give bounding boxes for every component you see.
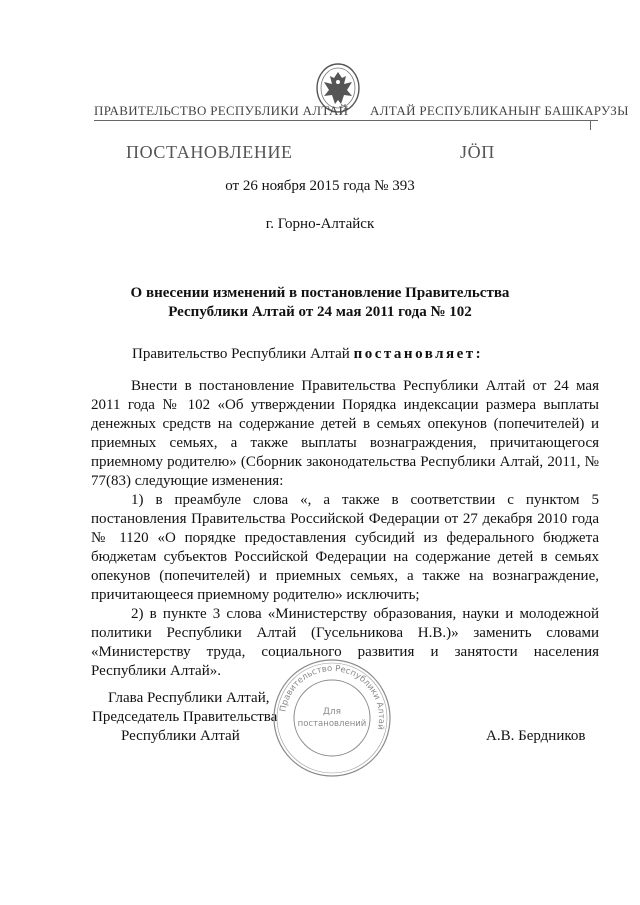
- signatory-title-line-1: Глава Республики Алтай,: [108, 690, 270, 706]
- document-type-russian: ПОСТАНОВЛЕНИЕ: [126, 142, 293, 162]
- body-paragraph-1: Внести в постановление Правительства Республики Алтай от 24 мая 2011 года № 102 «Об утверждении Порядка индексации размера выплаты денежных средств на содержание детей в семьях опекунов (попечителей) и приемных семьях, а также выплаты вознаграждения, причитающегося приемному родителю» (Сборник законодательства Республики Алтай, 2011, № 77(83) следующие изменения:: [91, 378, 599, 489]
- stamp-center-line-1: Для: [322, 707, 342, 717]
- header-divider: [94, 120, 598, 121]
- org-name-russian: ПРАВИТЕЛЬСТВО РЕСПУБЛИКИ АЛТАЙ: [94, 103, 349, 118]
- signatory-title-line-3: Республики Алтай: [121, 728, 240, 744]
- title-line-1: О внесении изменений в постановление Правительства: [130, 285, 510, 301]
- document-date: от 26 ноября 2015 года № 393: [225, 178, 415, 194]
- header-divider-tick: [590, 120, 591, 130]
- official-stamp: [270, 656, 394, 780]
- document-type-altai: JÖП: [460, 142, 495, 162]
- document-city: г. Горно-Алтайск: [265, 216, 375, 232]
- preamble-verb: постановляет:: [353, 346, 484, 362]
- title-line-2: Республики Алтай от 24 мая 2011 года № 102: [168, 304, 472, 320]
- preamble: [132, 346, 483, 363]
- document-body: [91, 377, 599, 681]
- document-title: [90, 284, 550, 322]
- signatory-title-line-2: Председатель Правительства: [92, 709, 278, 725]
- body-paragraph-3: 2) в пункте 3 слова «Министерству образования, науки и молодежной политики Республики Алтай (Гусельникова Н.В.)» заменить словами «Министерству труда, социального развития и занятости населения Республики Алтай».: [91, 606, 599, 679]
- org-name-altai: АЛТАЙ РЕСПУБЛИКАНЫҤ БАШКАРУЗЫ: [370, 103, 629, 118]
- signatory-name: А.В. Бердников: [486, 728, 586, 744]
- preamble-subject: Правительство Республики Алтай: [132, 346, 350, 362]
- body-paragraph-2: 1) в преамбуле слова «, а также в соответствии с пунктом 5 постановления Правительства Российской Федерации от 27 декабря 2010 года № 1120 «О порядке предоставления субсидий из федерального бюджета бюджетам субъектов Российской Федерации на содержание детей в семьях опекунов (попечителей) и приемных семьях, а также на вознаграждение, причитающееся приемному родителю» исключить;: [91, 492, 599, 603]
- stamp-ring-text: Правительство Республики Алтай: [278, 663, 387, 731]
- stamp-center-line-2: постановлений: [297, 719, 367, 729]
